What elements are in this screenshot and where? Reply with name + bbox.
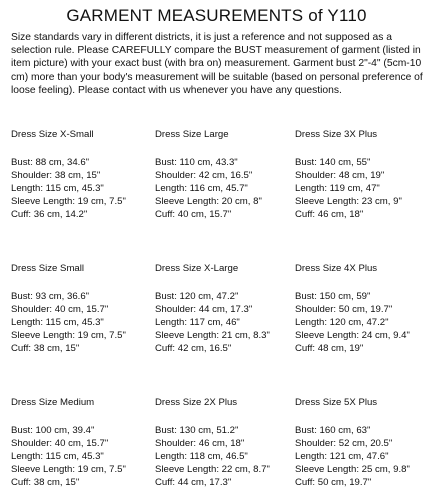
- shoulder-measurement: Shoulder: 40 cm, 15.7": [11, 304, 109, 316]
- size-heading: Dress Size 4X Plus: [295, 263, 378, 274]
- cuff-measurement: Cuff: 38 cm, 15": [11, 343, 80, 355]
- size-heading: Dress Size X-Small: [11, 129, 94, 140]
- bust-measurement: Bust: 100 cm, 39.4": [11, 425, 95, 437]
- cuff-measurement: Cuff: 38 cm, 15": [11, 477, 80, 489]
- size-block-x-large: [155, 262, 270, 356]
- cuff-measurement: Cuff: 48 cm, 19": [295, 343, 364, 355]
- measurement-list: [11, 156, 126, 221]
- size-block-small: [11, 262, 126, 356]
- size-block-3x-plus: [295, 128, 402, 222]
- size-block-medium: [11, 396, 126, 490]
- cuff-measurement: Cuff: 40 cm, 15.7": [155, 209, 232, 221]
- measurement-list: [295, 156, 402, 221]
- bust-measurement: Bust: 120 cm, 47.2": [155, 291, 239, 303]
- size-heading: Dress Size 5X Plus: [295, 397, 378, 408]
- length-measurement: Length: 118 cm, 46.5": [155, 451, 248, 463]
- shoulder-measurement: Shoulder: 38 cm, 15": [11, 170, 101, 182]
- bust-measurement: Bust: 160 cm, 63": [295, 425, 371, 437]
- bust-measurement: Bust: 150 cm, 59": [295, 291, 371, 303]
- sleeve-length-measurement: Sleeve Length: 19 cm, 7.5": [11, 464, 126, 476]
- sleeve-length-measurement: Sleeve Length: 23 cm, 9": [295, 196, 402, 208]
- sleeve-length-measurement: Sleeve Length: 21 cm, 8.3": [155, 330, 270, 342]
- page-title: GARMENT MEASUREMENTS of Y110: [66, 6, 367, 25]
- size-heading: Dress Size 3X Plus: [295, 129, 378, 140]
- shoulder-measurement: Shoulder: 42 cm, 16.5": [155, 170, 253, 182]
- length-measurement: Length: 115 cm, 45.3": [11, 183, 104, 195]
- shoulder-measurement: Shoulder: 48 cm, 19": [295, 170, 385, 182]
- sleeve-length-measurement: Sleeve Length: 19 cm, 7.5": [11, 196, 126, 208]
- bust-measurement: Bust: 93 cm, 36.6": [11, 291, 90, 303]
- measurement-list: [11, 290, 126, 355]
- measurement-list: [155, 424, 270, 489]
- sleeve-length-measurement: Sleeve Length: 19 cm, 7.5": [11, 330, 126, 342]
- measurement-list: [295, 424, 410, 489]
- size-heading: Dress Size Small: [11, 263, 85, 274]
- sleeve-length-measurement: Sleeve Length: 20 cm, 8": [155, 196, 262, 208]
- size-heading: Dress Size Large: [155, 129, 229, 140]
- measurement-list: [295, 290, 410, 355]
- bust-measurement: Bust: 130 cm, 51.2": [155, 425, 239, 437]
- sleeve-length-measurement: Sleeve Length: 24 cm, 9.4": [295, 330, 410, 342]
- measurement-list: [155, 156, 262, 221]
- size-block-4x-plus: [295, 262, 410, 356]
- cuff-measurement: Cuff: 42 cm, 16.5": [155, 343, 232, 355]
- size-block-large: [155, 128, 262, 222]
- sleeve-length-measurement: Sleeve Length: 22 cm, 8.7": [155, 464, 270, 476]
- intro-paragraph: Size standards vary in different districts, it is just a reference and not supposed as a selection rule. Please CAREFULLY compare the BUST measurement of garment (listed in item picture) with your exact bust (with bra on) measurement. Garment bust 2"-4" (5cm-10 cm) more than your body's measurement will be suitable (based on personal preference of loose feeling). Please contact with us whenever you have any questions.: [11, 32, 423, 96]
- length-measurement: Length: 120 cm, 47.2": [295, 317, 389, 329]
- shoulder-measurement: Shoulder: 40 cm, 15.7": [11, 438, 109, 450]
- size-heading: Dress Size X-Large: [155, 263, 239, 274]
- size-heading: Dress Size Medium: [11, 397, 95, 408]
- sleeve-length-measurement: Sleeve Length: 25 cm, 9.8": [295, 464, 410, 476]
- cuff-measurement: Cuff: 44 cm, 17.3": [155, 477, 232, 489]
- size-heading: Dress Size 2X Plus: [155, 397, 238, 408]
- length-measurement: Length: 115 cm, 45.3": [11, 451, 104, 463]
- cuff-measurement: Cuff: 46 cm, 18": [295, 209, 364, 221]
- cuff-measurement: Cuff: 50 cm, 19.7": [295, 477, 372, 489]
- bust-measurement: Bust: 110 cm, 43.3": [155, 157, 238, 169]
- length-measurement: Length: 121 cm, 47.6": [295, 451, 389, 463]
- measurement-list: [155, 290, 270, 355]
- length-measurement: Length: 117 cm, 46": [155, 317, 240, 329]
- size-block-5x-plus: [295, 396, 410, 490]
- length-measurement: Length: 119 cm, 47": [295, 183, 380, 195]
- size-block-x-small: [11, 128, 126, 222]
- bust-measurement: Bust: 140 cm, 55": [295, 157, 371, 169]
- length-measurement: Length: 116 cm, 45.7": [155, 183, 248, 195]
- shoulder-measurement: Shoulder: 50 cm, 19.7": [295, 304, 393, 316]
- bust-measurement: Bust: 88 cm, 34.6": [11, 157, 90, 169]
- length-measurement: Length: 115 cm, 45.3": [11, 317, 104, 329]
- measurement-list: [11, 424, 126, 489]
- size-block-2x-plus: [155, 396, 270, 490]
- shoulder-measurement: Shoulder: 46 cm, 18": [155, 438, 245, 450]
- shoulder-measurement: Shoulder: 52 cm, 20.5": [295, 438, 393, 450]
- cuff-measurement: Cuff: 36 cm, 14.2": [11, 209, 88, 221]
- shoulder-measurement: Shoulder: 44 cm, 17.3": [155, 304, 253, 316]
